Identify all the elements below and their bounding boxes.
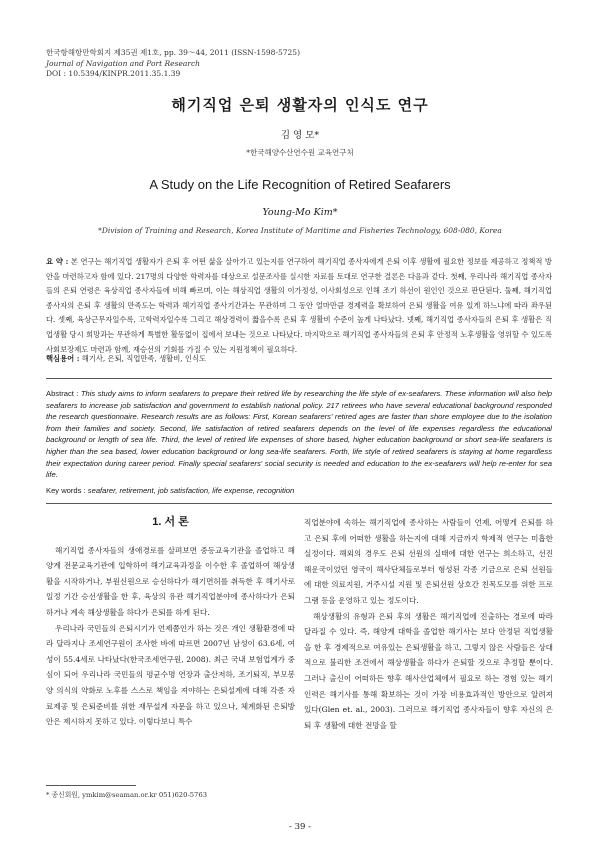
affiliation-korean: *한국해양수산연수원 교육연구처 [246, 148, 354, 157]
journal-doi: DOI : 10.5394/KINPR.2011.35.1.39 [46, 69, 181, 78]
body-paragraph: 해기직업 종사자들의 생애경로를 살펴보면 중등교육기관을 졸업하고 해양계 전문교육기관에 입학하여 해기교육과정을 이수한 후 졸업하여 해상생활을 시작하거나, 부원신원으로 승선하다가 해기면허를 취득한 후 해기사로 일정 기간 승선생활을 한 후, 육상의 유관 해기직업분야에 종사하다가 은퇴하거나 계속 해상생활을 하다가 은퇴를 하게 된다. [46, 545, 295, 617]
abstract-korean-text: 본 연구는 해기직업 생활자가 은퇴 후 어떤 삶을 살아가고 있는지를 연구하여 해기직업 종사자에게 은퇴 이후 생활에 필요한 정보를 제공하고 정책적 방안을 마련하고자 함에 있다. 217명의 다양한 학력자를 대상으로 설문조사를 실시한 자료를 토대로 연구한 결론은 다음과 같다. 첫째, 우리나라 해기직업 종사자들의 은퇴 연령은 육상직업 종사자들에 비해 빠르며, 이는 해상직업 생활의 이가정성, 이사회성으로 인해 조기 하선이 원인인 것으로 판단된다. 둘째, 해기직업 종사자의 은퇴 후 생활의 만족도는 학력과 해기직업 종사기간과는 무관하며 그 동안 얼마만큼 경제력을 확보하여 은퇴 생활을 여유 있게 하느냐에 따라 좌우된다. 셋째, 육상근무자일수록, 고학력자일수록 그리고 해상경력이 짧을수록 은퇴 후 생활비 수준이 높게 나타났다. 넷째, 해기직업 종사자들의 은퇴 후 생활은 직업생활 당시 희망과는 무관하게 특별한 활동없이 집에서 보내는 것으로 나타났다. 마지막으로 해기직업 종사자들의 은퇴 후 안정적 노후생활을 영위할 수 있도록 사회보장제도 마련과 함께, 재승선의 기회를 가질 수 있는 지원정책이 필요하다. [46, 257, 552, 354]
keywords-english-text: seafarer, retirement, job satisfaction, life expense, recognition [87, 486, 295, 495]
body-paragraph: 해상생활의 유형과 은퇴 후의 생활은 해기직업에 진출하는 경로에 따라 달라질 수 있다. 즉, 해양계 대학을 졸업한 해기사는 보다 안정된 직업생활을 한 후 경제적으로 여유있는 은퇴생활을 하고, 그렇지 않은 사람들은 상대적으로 불리한 조건에서 해상생활을 하다가 은퇴할 것으로 추정할 뿐이다. 그러나 출신이 어떠하든 향후 해사산업체에서 필요로 하는 경험 있는 해기인력은 해기사를 통해 확보하는 것이 가장 비용효과적인 방안으로 알려져 있다(Glen et. al., 2003). 그러므로 해기직업 종사자들이 향후 자신의 은퇴 후 생활에 대한 전망을 할 [304, 611, 553, 730]
footnote: * 종신회원, ymkim@seaman.or.kr 051)620-5763 [46, 791, 208, 799]
title-english: A Study on the Life Recognition of Retired Seafarers [149, 177, 451, 192]
title-korean: 해기직업 은퇴 생활자의 인식도 연구 [171, 96, 429, 114]
abstract-korean [46, 255, 552, 357]
keywords-english [46, 486, 552, 495]
body-paragraph: 직업분야에 속하는 해기직업에 종사하는 사람들이 언제, 어떻게 은퇴를 하고 은퇴 후에 어떠한 생활을 하는지에 대해 지금까지 학제적 연구는 미흡한 실정이다. 해외의 경우도 은퇴 선원의 실태에 대한 연구는 희소하고, 선진 해운국이었던 영국이 해사단체들로부터 형성된 각종 기금으로 은퇴 선원들에 대한 의료지원, 거주시설 지원 및 은퇴선원 상호간 친목도모를 위한 프로그램 등을 운영하고 있는 정도이다. [304, 518, 553, 605]
journal-issue-line: 한국항해항만학회지 제35권 제1호, pp. 39～44, 2011 (ISSN-1598-5725) [46, 48, 300, 57]
journal-header [46, 48, 300, 80]
keywords-korean-label: 핵심용어 : [46, 354, 80, 363]
keywords-english-label: Key words : [46, 486, 86, 495]
author-korean: 김 영 모* [280, 130, 320, 141]
author-english: Young-Mo Kim* [262, 207, 338, 218]
body-paragraph: 우리나라 국민들의 은퇴시기가 언제쯤인가 하는 것은 개인 생활환경에 따라 달라지나 조세연구원이 조사한 바에 따르면 2007년 남성이 63.6세, 여성이 55.4세로 나타났다(한국조세연구원, 2008). 최근 국내 보험업계가 중심이 되어 우리나라 국민들의 평균수명 연장과 출산저하, 조기퇴직, 부모봉양 의식의 약화로 노후를 스스로 책임을 져야하는 은퇴설계에 대해 각종 자료제공 및 은퇴준비를 위한 재무설계 자문을 하고 있으나, 체계화된 은퇴방안은 제시하지 못하고 있다. 이렇다보니 특수 [46, 623, 295, 727]
affiliation-english: *Division of Training and Research, Korea Institute of Maritime and Fisheries Technology, 608-080, Korea [98, 226, 502, 235]
abstract-english [46, 388, 552, 481]
journal-english-name: Journal of Navigation and Port Research [46, 58, 200, 68]
keywords-korean-text: 해기사, 은퇴, 직업만족, 생활비, 인식도 [81, 354, 207, 363]
abstract-english-text: This study aims to inform seafarers to prepare their retired life by researching the life style of ex-seafarers. These information will also help seafarers to increase job satisfaction and government to establish national policy. 217 retirees who have several educational background responded the research questionnaire. Research results are as follows: First, Korean seafarers' retired ages are faster than shore employee due to the isolation from their families and society. Second, life satisfaction of retired seafarers depends on the level of life expenses regardless the educational background or length of sea life. Third, the level of retired life expenses of shore based, higher education background or short sea-life seafarers is higher than the sea based, lower education background or long sea-life seafarers. Forth, life style of retired seafarers is staying at home regardless their expectation during career period. Finally special seafarers' social security is needed and education to the ex-seafarers will help re-enter for sea life. [46, 389, 552, 480]
page-number: - 39 - [289, 822, 311, 832]
body-column-right [304, 515, 553, 733]
section-heading-introduction: 1. 서 론 [152, 516, 189, 528]
keywords-korean [46, 354, 552, 364]
abstract-english-label: Abstract : [46, 389, 79, 398]
abstract-divider-top [46, 378, 552, 379]
abstract-korean-label: 요 약 : [46, 257, 69, 266]
abstract-divider-bottom [46, 503, 552, 504]
footnote-rule [46, 785, 136, 786]
body-column-left [46, 515, 295, 730]
